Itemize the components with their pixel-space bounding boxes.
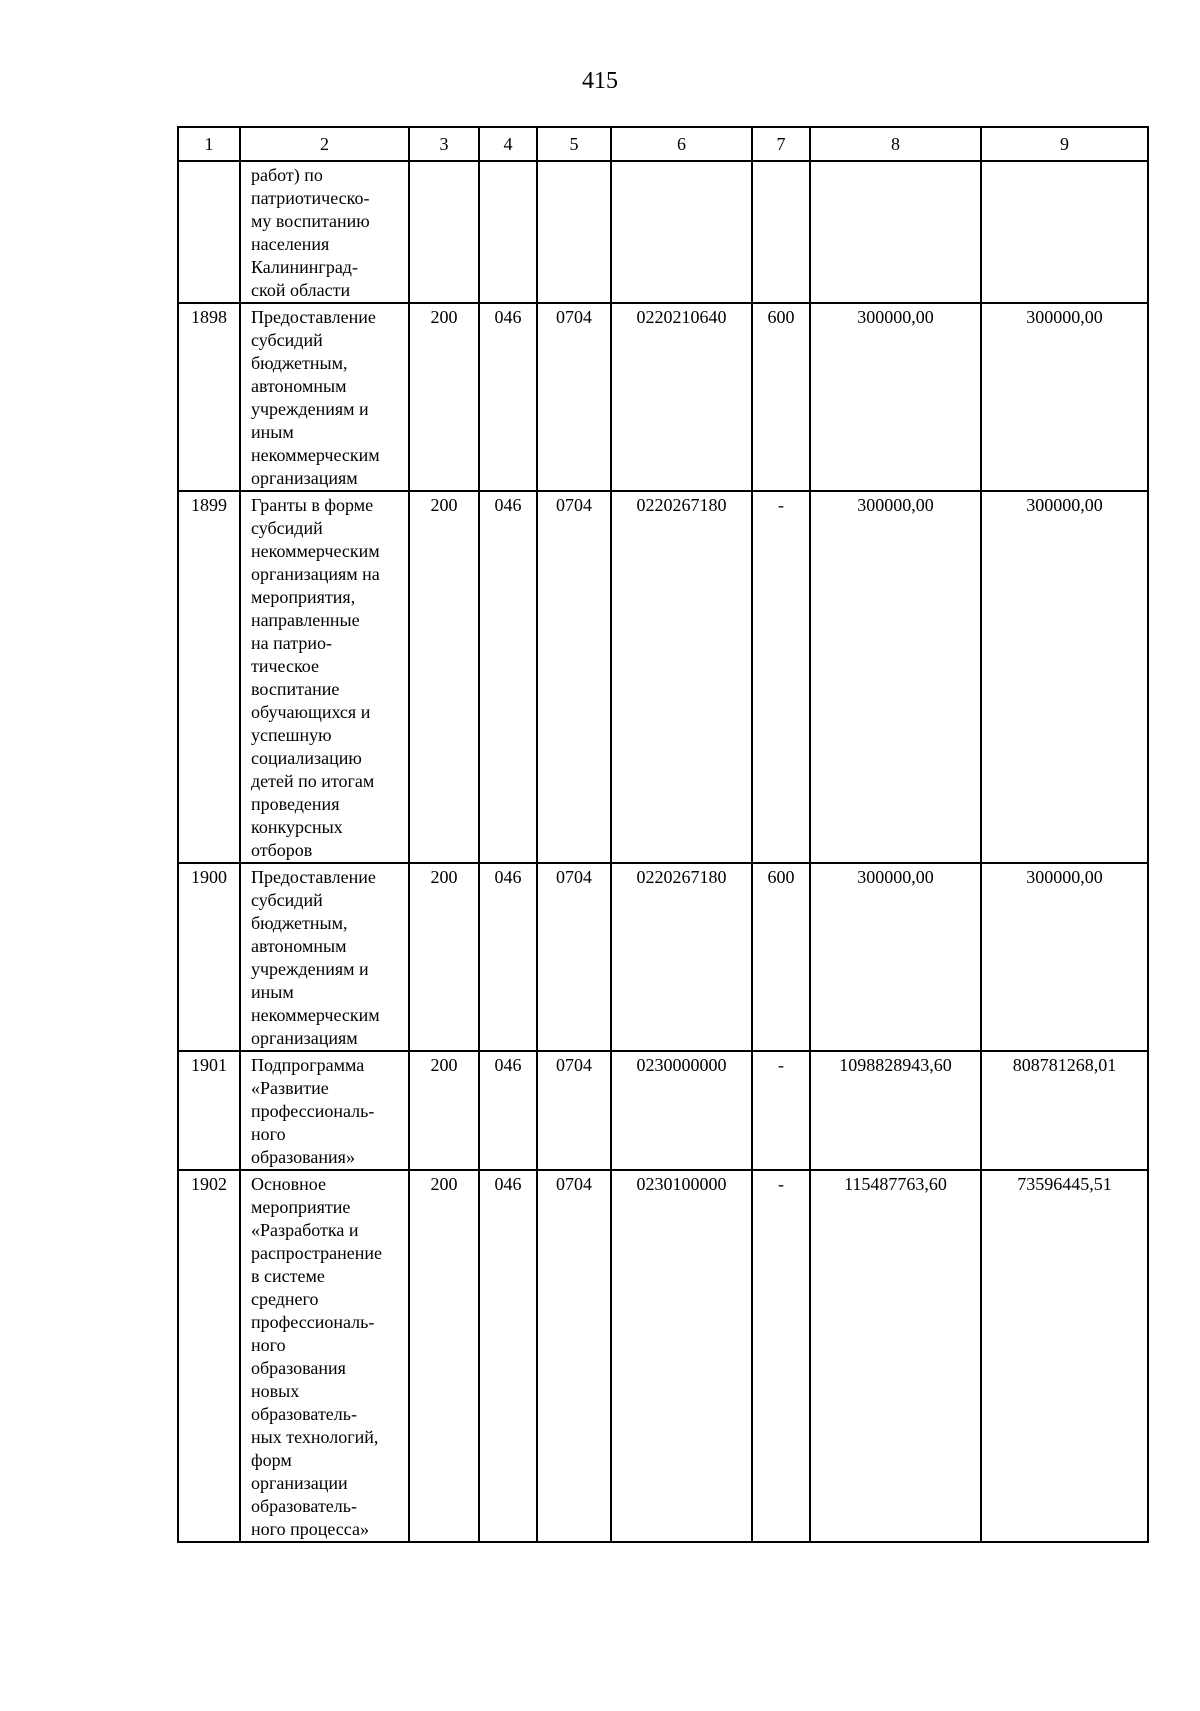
code-cell (537, 161, 611, 303)
header-row (178, 127, 1148, 161)
table-row (178, 1170, 1148, 1542)
code-cell: 200 (409, 863, 479, 1051)
amount-cell (981, 161, 1148, 303)
row-number-cell: 1902 (178, 1170, 240, 1542)
table-row (178, 1051, 1148, 1170)
code-cell: 046 (479, 1170, 537, 1542)
item-name-cell: Гранты в форме субсидий некоммерческим организациям на мероприятия, направленные на патрио- тическое воспитание обучающихся и успешную социализацию детей по итогам проведения конкурсных отборов (240, 491, 409, 863)
code-cell: 600 (752, 863, 810, 1051)
item-name-cell: Предоставление субсидий бюджетным, автономным учреждениям и иным некоммерческим организациям (240, 303, 409, 491)
column-header: 1 (178, 127, 240, 161)
column-header: 2 (240, 127, 409, 161)
column-header: 3 (409, 127, 479, 161)
code-cell: 200 (409, 1170, 479, 1542)
amount-cell: 300000,00 (981, 303, 1148, 491)
column-header: 4 (479, 127, 537, 161)
code-cell: 0704 (537, 1051, 611, 1170)
page-number: 415 (582, 68, 618, 94)
item-name-cell: Основное мероприятие «Разработка и распространение в системе среднего профессиональ- ного образования новых образователь- ных технологий, форм организации образователь- ного процесса» (240, 1170, 409, 1542)
table-row (178, 161, 1148, 303)
row-number-cell: 1898 (178, 303, 240, 491)
column-header: 5 (537, 127, 611, 161)
code-cell (479, 161, 537, 303)
budget-table (177, 126, 1149, 1543)
column-header: 7 (752, 127, 810, 161)
code-cell: 200 (409, 1051, 479, 1170)
code-cell: 0220210640 (611, 303, 752, 491)
code-cell: 046 (479, 1051, 537, 1170)
code-cell (752, 161, 810, 303)
code-cell: 0220267180 (611, 863, 752, 1051)
amount-cell: 300000,00 (810, 491, 981, 863)
code-cell (611, 161, 752, 303)
amount-cell: 73596445,51 (981, 1170, 1148, 1542)
amount-cell (810, 161, 981, 303)
table-row (178, 491, 1148, 863)
code-cell: 600 (752, 303, 810, 491)
amount-cell: 300000,00 (810, 303, 981, 491)
column-header: 8 (810, 127, 981, 161)
code-cell: - (752, 1170, 810, 1542)
code-cell: 0704 (537, 303, 611, 491)
code-cell: 0704 (537, 491, 611, 863)
item-name-cell: Подпрограмма «Развитие профессиональ- ного образования» (240, 1051, 409, 1170)
row-number-cell: 1900 (178, 863, 240, 1051)
code-cell: 0230000000 (611, 1051, 752, 1170)
code-cell: 200 (409, 491, 479, 863)
row-number-cell (178, 161, 240, 303)
table-row (178, 863, 1148, 1051)
code-cell (409, 161, 479, 303)
code-cell: 0704 (537, 863, 611, 1051)
amount-cell: 300000,00 (810, 863, 981, 1051)
table-row (178, 303, 1148, 491)
code-cell: 046 (479, 863, 537, 1051)
code-cell: - (752, 1051, 810, 1170)
code-cell: 0230100000 (611, 1170, 752, 1542)
column-header: 9 (981, 127, 1148, 161)
amount-cell: 300000,00 (981, 491, 1148, 863)
code-cell: 0704 (537, 1170, 611, 1542)
code-cell: 200 (409, 303, 479, 491)
row-number-cell: 1899 (178, 491, 240, 863)
amount-cell: 808781268,01 (981, 1051, 1148, 1170)
amount-cell: 300000,00 (981, 863, 1148, 1051)
amount-cell: 1098828943,60 (810, 1051, 981, 1170)
code-cell: - (752, 491, 810, 863)
row-number-cell: 1901 (178, 1051, 240, 1170)
code-cell: 0220267180 (611, 491, 752, 863)
code-cell: 046 (479, 491, 537, 863)
code-cell: 046 (479, 303, 537, 491)
amount-cell: 115487763,60 (810, 1170, 981, 1542)
item-name-cell: Предоставление субсидий бюджетным, автономным учреждениям и иным некоммерческим организациям (240, 863, 409, 1051)
item-name-cell: работ) по патриотическо- му воспитанию населения Калининград- ской области (240, 161, 409, 303)
column-header: 6 (611, 127, 752, 161)
